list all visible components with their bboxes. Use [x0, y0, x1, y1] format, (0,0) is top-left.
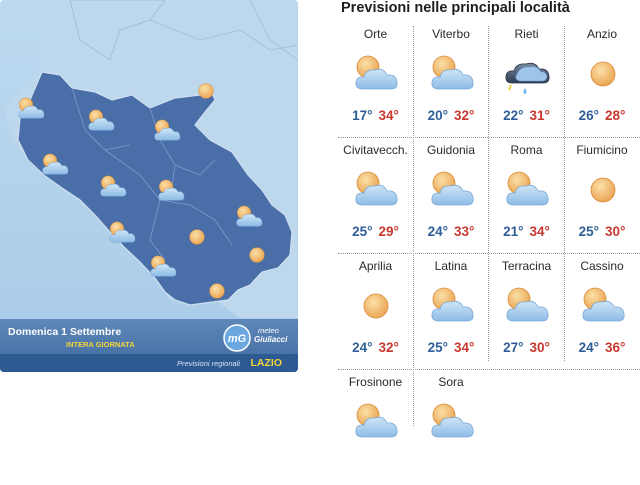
sun-icon [578, 169, 628, 211]
regional-forecast-label: Previsioni regionali [177, 359, 240, 368]
max-temp: 31° [529, 108, 550, 123]
city-cell [414, 254, 489, 369]
storm-rain-icon [502, 53, 552, 95]
column-divider [564, 26, 565, 361]
city-temps [414, 224, 489, 239]
city-temps [565, 340, 640, 355]
city-name: Rieti [514, 27, 539, 41]
city-temps [338, 340, 413, 355]
map-footer [0, 319, 298, 372]
city-cell [414, 370, 489, 485]
map-date: Domenica 1 Settembre [8, 326, 122, 338]
city-cell [565, 22, 640, 137]
cloud-sun-icon [427, 53, 477, 95]
cloud-sun-icon [502, 169, 552, 211]
max-temp: 32° [378, 340, 399, 355]
city-temps [489, 340, 564, 355]
min-temp: 20° [427, 108, 448, 123]
city-cell [414, 22, 489, 137]
row-divider [338, 137, 640, 138]
column-divider [413, 26, 414, 426]
city-name: Guidonia [426, 143, 476, 157]
city-temps [338, 108, 413, 123]
min-temp: 21° [503, 224, 524, 239]
cloud-sun-icon [351, 53, 401, 95]
min-temp: 27° [503, 340, 524, 355]
city-name: Civitavecch. [343, 143, 408, 157]
map-icon-cloud-sun [84, 108, 118, 134]
map-icon-sun [240, 242, 274, 268]
city-name: Viterbo [432, 27, 470, 41]
row-divider [338, 253, 640, 254]
sun-icon [351, 285, 401, 327]
city-cell [338, 22, 413, 137]
row-divider [338, 369, 640, 370]
logo-text: mG [227, 333, 247, 345]
column-divider [488, 26, 489, 361]
max-temp: 36° [605, 340, 626, 355]
max-temp: 34° [529, 224, 550, 239]
city-name: Orte [363, 27, 388, 41]
city-cell [338, 370, 413, 485]
max-temp: 28° [605, 108, 626, 123]
map-icon-sun [180, 224, 214, 250]
min-temp: 22° [503, 108, 524, 123]
city-temps [489, 224, 564, 239]
city-cell [489, 254, 564, 369]
city-cell [338, 254, 413, 369]
map-icon-sun [189, 78, 223, 104]
meteo-giuliacci-logo-icon [222, 323, 252, 353]
cloud-sun-icon [351, 169, 401, 211]
sun-icon [578, 53, 628, 95]
min-temp: 24° [352, 340, 373, 355]
city-name: Terracina [501, 259, 552, 273]
map-icon-cloud-sun [96, 174, 130, 200]
brand-line2: Giuliacci [254, 335, 288, 344]
city-name: Roma [510, 143, 543, 157]
min-temp: 25° [427, 340, 448, 355]
cloud-sun-icon [427, 169, 477, 211]
max-temp: 32° [454, 108, 475, 123]
map-icon-cloud-sun [154, 178, 188, 204]
map-period: INTERA GIORNATA [66, 340, 135, 349]
cloud-sun-icon [427, 285, 477, 327]
city-cell [338, 138, 413, 253]
brand-line1: meteo [258, 326, 279, 335]
city-cell [414, 138, 489, 253]
map-icon-cloud-sun [105, 220, 139, 246]
max-temp: 30° [605, 224, 626, 239]
city-name: Cassino [580, 259, 624, 273]
city-name: Frosinone [348, 375, 403, 389]
max-temp: 29° [378, 224, 399, 239]
max-temp: 33° [454, 224, 475, 239]
min-temp: 25° [352, 224, 373, 239]
cloud-sun-icon [351, 401, 401, 443]
map-icon-cloud-sun [38, 152, 72, 178]
cloud-sun-icon [502, 285, 552, 327]
map-icon-sun [200, 278, 234, 304]
city-name: Sora [438, 375, 464, 389]
regional-map-panel [0, 0, 298, 372]
min-temp: 24° [578, 340, 599, 355]
city-cell [489, 22, 564, 137]
city-cell [489, 138, 564, 253]
map-icon-cloud-sun [146, 254, 180, 280]
city-name: Aprilia [358, 259, 393, 273]
city-temps [489, 108, 564, 123]
map-bottom-strip [0, 354, 298, 372]
map-icon-cloud-sun [232, 204, 266, 230]
min-temp: 17° [352, 108, 373, 123]
map-icon-cloud-sun [150, 118, 184, 144]
lazio-map [0, 0, 298, 372]
forecast-title: Previsioni nelle principali località [341, 0, 570, 16]
city-cell [565, 138, 640, 253]
cloud-sun-icon [578, 285, 628, 327]
region-name: LAZIO [250, 357, 282, 369]
max-temp: 34° [454, 340, 475, 355]
city-name: Latina [434, 259, 468, 273]
cloud-sun-icon [427, 401, 477, 443]
city-temps [565, 224, 640, 239]
city-cell [565, 254, 640, 369]
city-name: Fiumicino [576, 143, 628, 157]
max-temp: 30° [529, 340, 550, 355]
min-temp: 24° [427, 224, 448, 239]
min-temp: 25° [578, 224, 599, 239]
min-temp: 26° [578, 108, 599, 123]
city-temps [414, 340, 489, 355]
max-temp: 34° [378, 108, 399, 123]
map-icon-cloud-sun [14, 96, 48, 122]
city-temps [338, 224, 413, 239]
city-temps [414, 108, 489, 123]
city-name: Anzio [586, 27, 618, 41]
city-temps [565, 108, 640, 123]
